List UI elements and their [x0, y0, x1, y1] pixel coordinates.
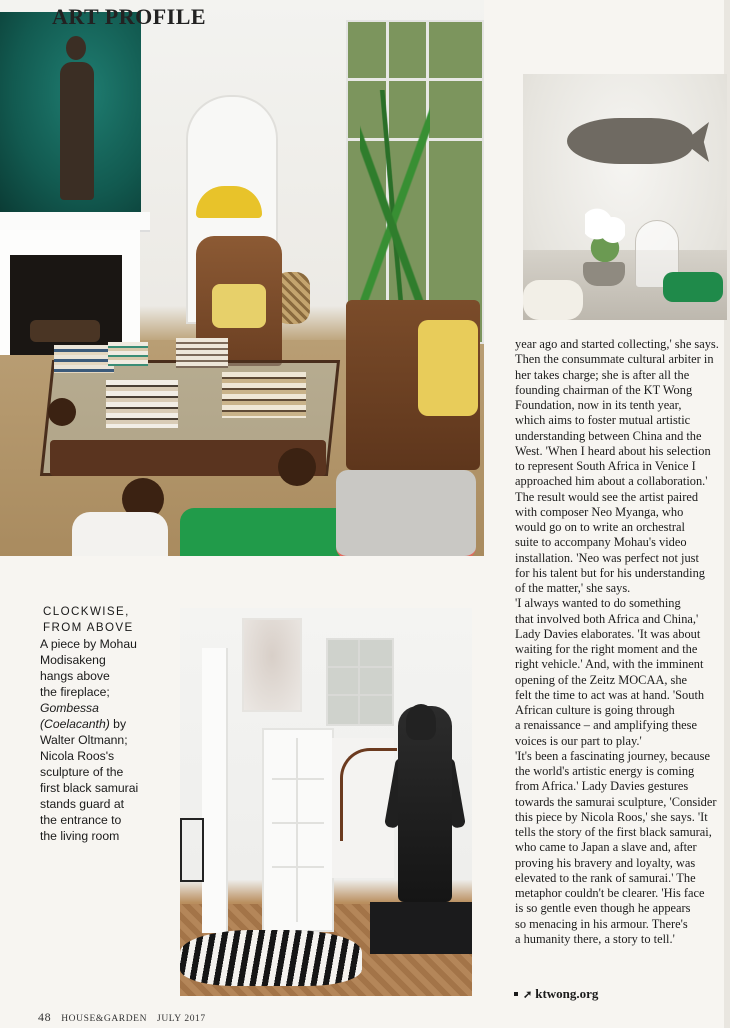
article-line: 'It's been a fascinating journey, because — [515, 748, 710, 763]
table-wheel — [48, 398, 76, 426]
grey-cushion — [336, 470, 476, 556]
article-line: a renaissance – and amplifying these — [515, 718, 698, 733]
caption-line: the fireplace; — [40, 685, 110, 699]
article-line: understanding between China and the — [515, 428, 702, 443]
article-line: her takes charge; she is after all the — [515, 367, 690, 382]
article-line: Lady Davies elaborates. 'It was about — [515, 626, 701, 641]
article-line: Foundation, now in its tenth year, — [515, 398, 682, 412]
coelacanth-photo — [523, 74, 727, 320]
book-stack — [106, 380, 178, 428]
yellow-pillow-right — [418, 320, 478, 416]
article-line: from Africa.' Lady Davies gestures — [515, 779, 689, 794]
caption-line: first black samurai — [40, 781, 139, 795]
publication-name: HOUSE&GARDEN — [61, 1014, 148, 1024]
section-header: ART PROFILE — [52, 4, 207, 29]
issue-date: JULY 2017 — [157, 1014, 206, 1024]
photo-caption — [40, 604, 178, 844]
article-line: 'I always wanted to do something — [515, 596, 681, 611]
article-line: suite to accompany Mohau's video — [515, 535, 687, 550]
caption-line: Nicola Roos's — [40, 749, 115, 763]
yellow-pillow-left — [212, 284, 266, 328]
article-line: opening of the Zeitz MOCAA, she — [515, 672, 688, 687]
cursor-icon: ➚ — [523, 988, 533, 1001]
book-stack — [176, 338, 228, 368]
article-line: tells the story of the first black samurai, — [515, 825, 712, 839]
article-line: Then the consummate cultural arbiter in — [515, 352, 714, 367]
article-line: a humanity there, a story to tell.' — [515, 931, 675, 946]
article-line: towards the samurai sculpture, 'Consider — [515, 794, 717, 809]
article-line: elevated to the rank of samurai.' The — [515, 870, 696, 885]
portrait-artwork — [242, 618, 302, 712]
orchid — [585, 206, 625, 266]
coelacanth-sculpture — [567, 118, 693, 164]
article-line: this piece by Nicola Roos,' she says. 'It — [515, 809, 708, 824]
article-line: waiting for the right moment and the — [515, 642, 698, 656]
website-link[interactable] — [514, 986, 598, 1002]
upper-window — [326, 638, 394, 726]
samurai-helmet — [406, 704, 436, 740]
caption-line: sculpture of the — [40, 765, 124, 779]
article-line: year ago and started collecting,' she says. — [515, 337, 719, 351]
book-stack — [54, 345, 114, 373]
article-line: right vehicle.' And, with the imminent — [515, 657, 704, 672]
article-line: of the matter,' she says. — [515, 581, 631, 595]
white-cushion — [523, 280, 583, 320]
article-line: so menacing in his armour. There's — [515, 916, 688, 931]
caption-by: by — [109, 717, 127, 731]
book-stack — [222, 372, 306, 418]
article-line: founding chairman of the KT Wong — [515, 382, 693, 397]
article-line: voices is our part to play.' — [515, 733, 642, 748]
article-line: The result would see the artist paired — [515, 489, 699, 504]
green-cushion — [663, 272, 723, 302]
article-body — [515, 337, 727, 947]
book-stack — [108, 342, 148, 366]
article-line: to represent South Africa in Venice I — [515, 459, 696, 473]
caption-heading-2: FROM ABOVE — [43, 621, 134, 634]
mantel — [0, 212, 150, 232]
article-line: installation. 'Neo was perfect not just — [515, 550, 699, 565]
caption-heading-1: CLOCKWISE, — [43, 605, 130, 618]
article-line: which aims to foster mutual artistic — [515, 413, 691, 428]
article-line: is so gentle even though he appears — [515, 901, 691, 916]
caption-line: stands guard at — [40, 797, 125, 811]
white-sofa-arm — [72, 512, 168, 556]
article-line: who came to Japan a slave and, after — [515, 840, 697, 855]
page-number: 48 — [38, 1010, 52, 1024]
article-line: would go on to write an orchestral — [515, 520, 685, 534]
caption-line: Walter Oltmann; — [40, 733, 128, 747]
article-line: with composer Neo Myanga, who — [515, 504, 684, 519]
caption-line: Modisakeng — [40, 653, 106, 667]
caption-artwork-subtitle: (Coelacanth) — [40, 717, 110, 731]
plinth — [370, 902, 472, 954]
caption-line: A piece by Mohau — [40, 637, 137, 651]
caption-line: the living room — [40, 829, 120, 843]
article-line: West. 'When I heard about his selection — [515, 443, 711, 458]
living-room-photo — [0, 0, 484, 556]
glazed-door — [262, 728, 334, 932]
fireplace-painting — [0, 12, 141, 212]
zebra-rug — [180, 930, 362, 986]
caption-artwork-title: Gombessa — [40, 701, 99, 715]
caption-line: hangs above — [40, 669, 110, 683]
caption-line: the entrance to — [40, 813, 122, 827]
article-line: felt the time to act was at hand. 'South — [515, 687, 705, 702]
samurai-photo — [180, 608, 472, 996]
article-line: approached him about a collaboration.' — [515, 474, 708, 489]
fire-logs — [30, 320, 100, 342]
article-line: the world's artistic energy is coming — [515, 764, 695, 778]
bullet-icon — [514, 992, 518, 996]
article-line: that involved both Africa and China,' — [515, 611, 699, 626]
page-footer — [38, 1010, 206, 1025]
article-line: African culture is going through — [515, 703, 675, 717]
orchid-pot — [583, 262, 625, 286]
article-line: proving his bravery and loyalty, was — [515, 855, 696, 870]
table-wheel — [278, 448, 316, 486]
side-chair — [180, 818, 204, 882]
article-line: for his talent but for his understanding — [515, 565, 705, 580]
article-line: metaphor couldn't be clearer. 'His face — [515, 886, 705, 900]
door-left — [202, 648, 228, 933]
website-link-text[interactable]: ktwong.org — [535, 986, 599, 1001]
